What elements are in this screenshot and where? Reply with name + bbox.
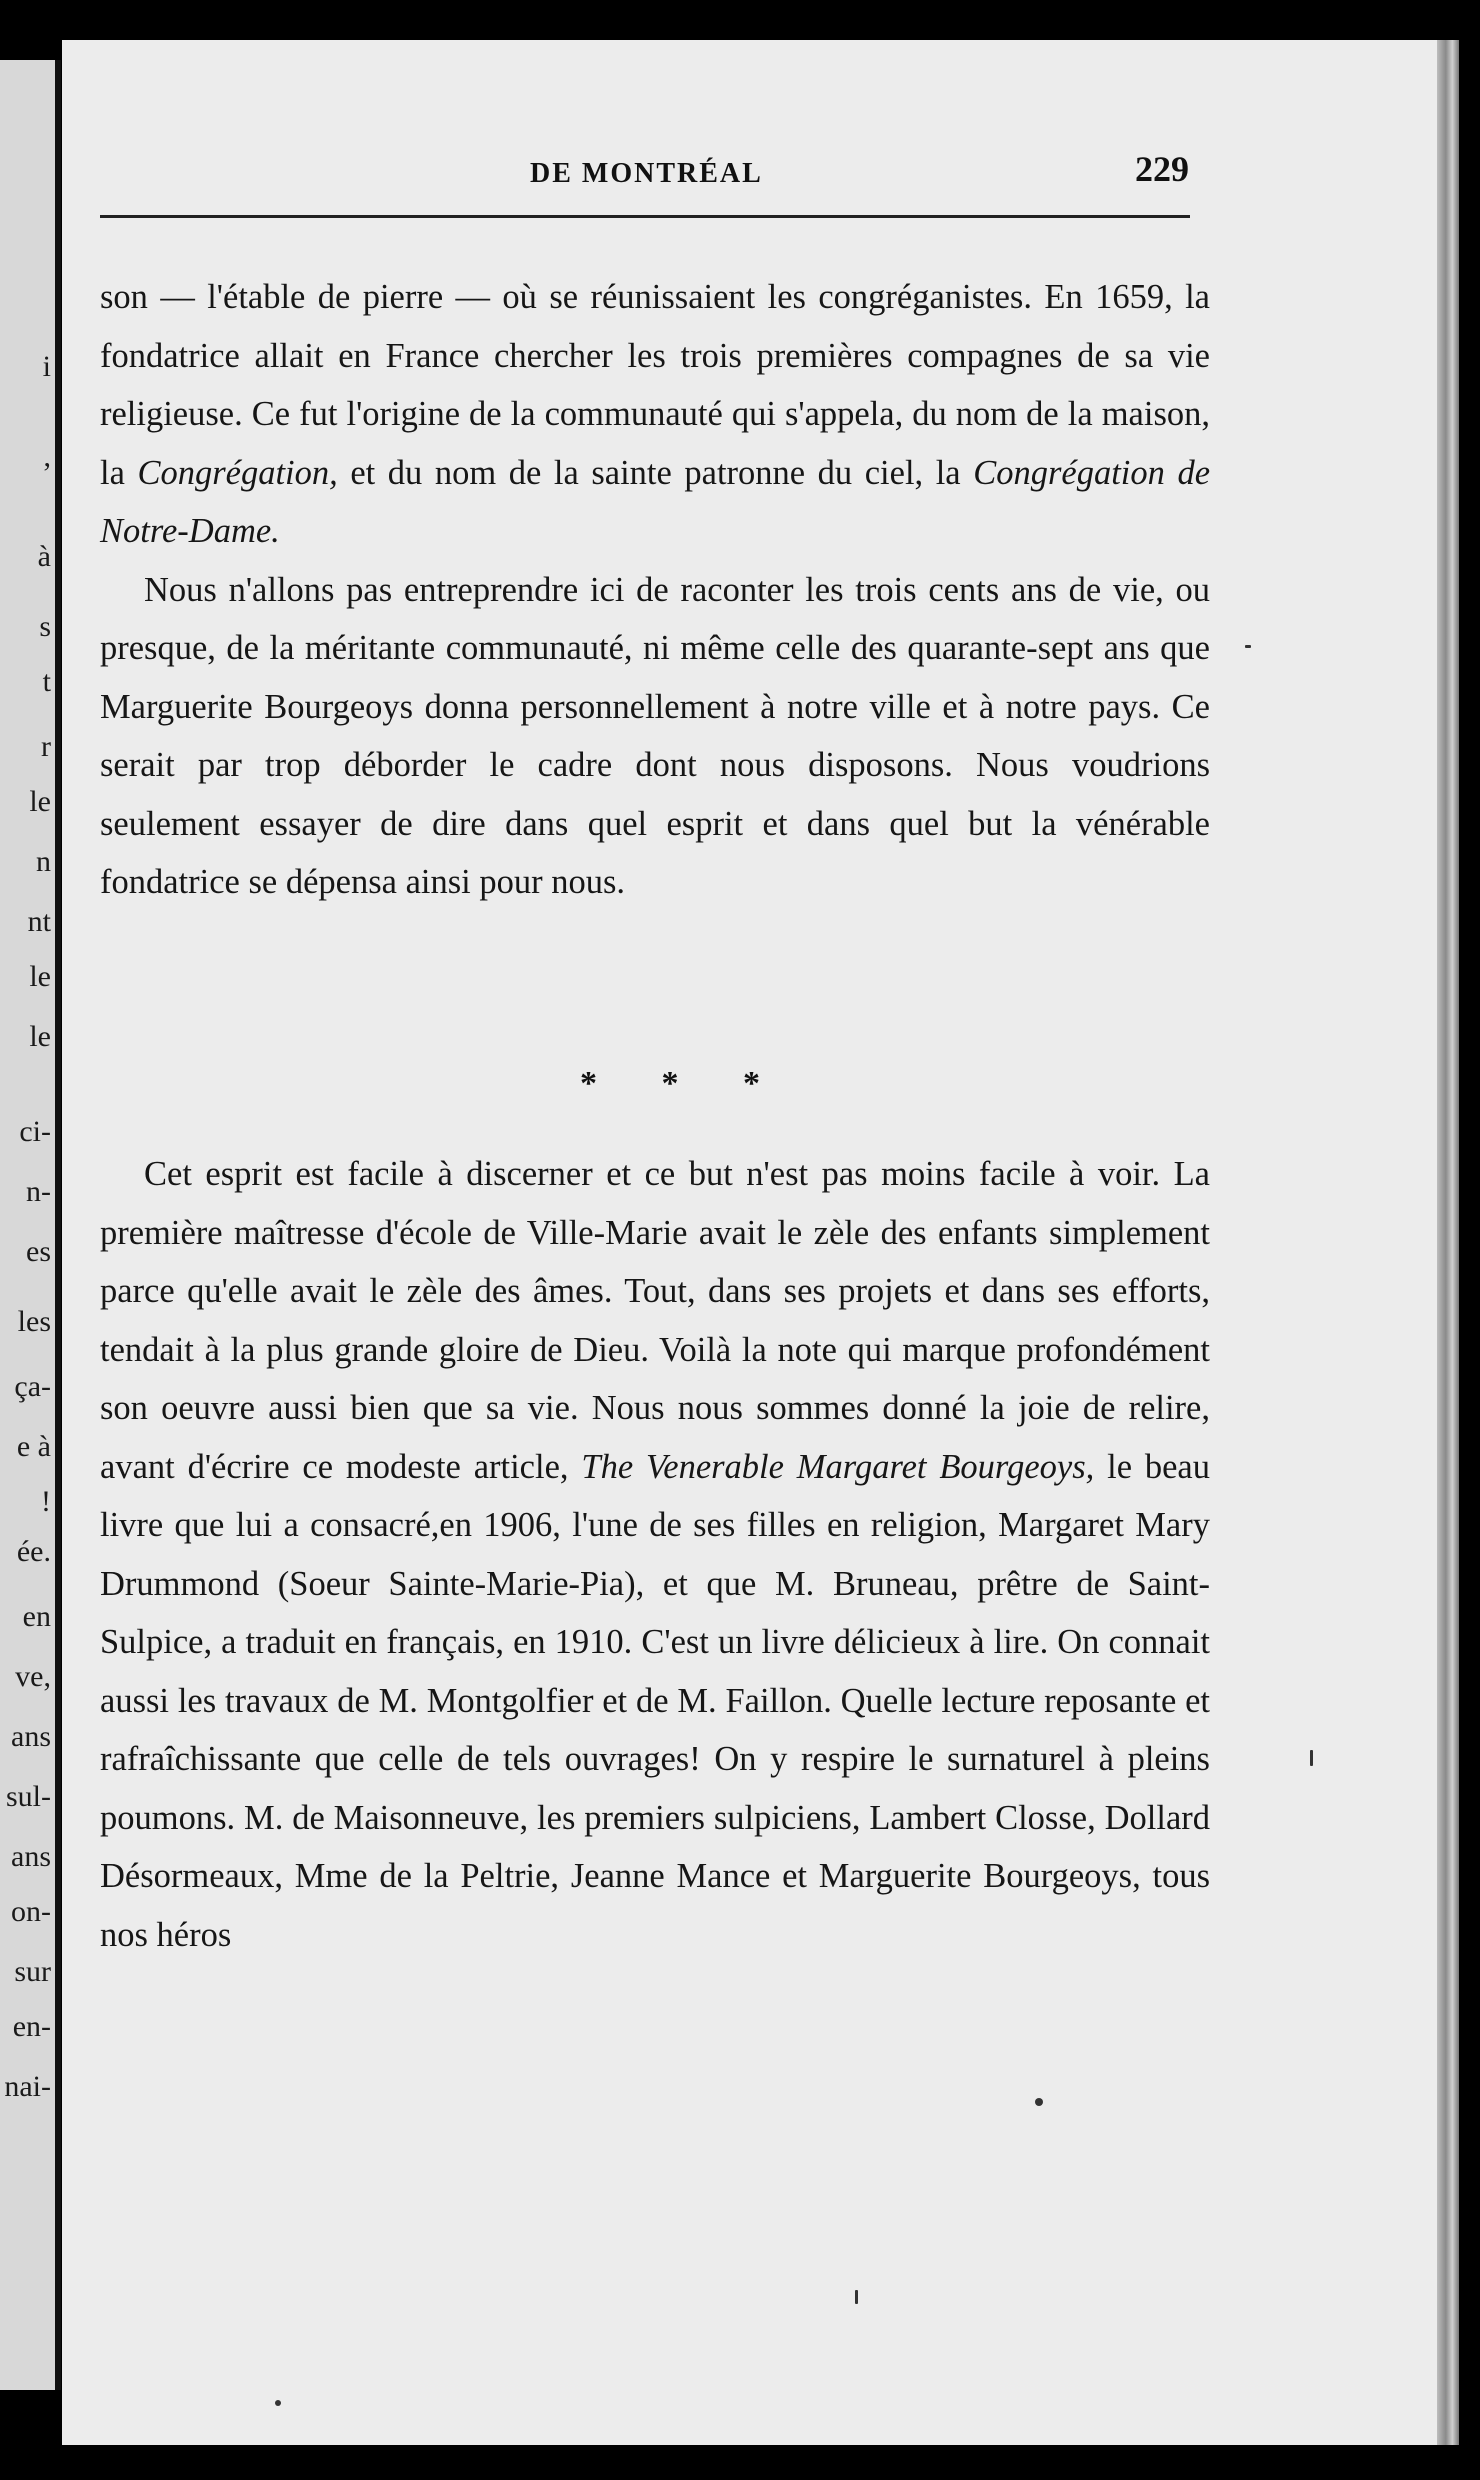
section-separator: * * * <box>580 1065 788 1102</box>
prev-page-text-fragment: s <box>39 610 51 643</box>
prev-page-text-fragment: , <box>43 440 51 473</box>
prev-page-text-fragment: n- <box>26 1175 51 1208</box>
prev-page-text-fragment: ée. <box>16 1535 51 1568</box>
prev-page-text-fragment: ça- <box>14 1370 51 1403</box>
prev-page-text-fragment: les <box>17 1305 51 1338</box>
paragraph-3: Cet esprit est facile à discerner et ce but n'est pas moins facile à voir. La première maîtresse d'école de Ville-Marie avait le zèle des enfants simplement parce qu'elle avait le zèle des âmes. Tout, dans ses projets et dans ses efforts, tendait à la plus grande gloire de Dieu. Voilà la note qui marque profondément son oeuvre aussi bien que sa vie. Nous nous sommes donné la joie de relire, avant d'écrire ce modeste article, The Venerable Margaret Bourgeoys, le beau livre que lui a consacré,en 1906, l'une de ses filles en religion, Margaret Mary Drummond (Soeur Sainte-Marie-Pia), et que M. Bruneau, prêtre de Saint-Sulpice, a traduit en français, en 1910. C'est un livre délicieux à lire. On connait aussi les travaux de M. Montgolfier et de M. Faillon. Quelle lecture reposante et rafraîchissante que celle de tels ouvrages! On y respire le surnaturel à pleins poumons. M. de Maisonneuve, les premiers sulpiciens, Lambert Closse, Dollard Désormeaux, Mme de la Peltrie, Jeanne Mance et Marguerite Bourgeoys, tous nos héros <box>100 1155 1210 1954</box>
prev-page-text-fragment: ci- <box>19 1115 51 1148</box>
prev-page-text-fragment: ans <box>11 1840 51 1873</box>
prev-page-text-fragment: e à <box>16 1430 51 1463</box>
prev-page-text-fragment: le <box>29 1020 51 1053</box>
header-rule <box>100 215 1190 218</box>
ink-speck <box>855 2290 858 2304</box>
prev-page-text-fragment: sul- <box>6 1780 51 1813</box>
prev-page-text-fragment: le <box>29 785 51 818</box>
paragraph-2: Nous n'allons pas entreprendre ici de raconter les trois cents ans de vie, ou presque, de la méritante communauté, ni même celle des quarante-sept ans que Marguerite Bourgeoys donna personnellement à notre ville et à notre pays. Ce serait par trop déborder le cadre dont nous disposons. Nous voudrions seulement essayer de dire dans quel esprit et dans quel but la vénérable fondatrice se dépensa ainsi pour nous. <box>100 570 1210 901</box>
prev-page-text-fragment: en- <box>12 2010 51 2043</box>
body-text-bottom <box>100 1145 1210 1964</box>
prev-page-text-fragment: à <box>37 540 51 573</box>
body-text-top <box>100 268 1210 912</box>
running-head: DE MONTRÉAL <box>530 158 763 189</box>
prev-page-text-fragment: le <box>29 960 51 993</box>
page-stack-edge <box>1437 40 1459 2445</box>
paragraph-1: son — l'étable de pierre — où se réunissaient les congréganistes. En 1659, la fondatrice allait en France chercher les trois premières compagnes de sa vie religieuse. Ce fut l'origine de la communauté qui s'appela, du nom de la maison, la Congrégation, et du nom de la sainte patronne du ciel, la Congrégation de Notre-Dame. <box>100 278 1211 550</box>
prev-page-text-fragment: ! <box>41 1485 51 1518</box>
previous-page-edge <box>0 60 61 2390</box>
prev-page-text-fragment: on- <box>11 1895 51 1928</box>
prev-page-text-fragment: en <box>22 1600 51 1633</box>
prev-page-text-fragment: sur <box>14 1955 51 1988</box>
prev-page-text-fragment: es <box>26 1235 51 1268</box>
prev-page-text-fragment: i <box>42 350 51 383</box>
prev-page-text-fragment: nai- <box>4 2070 51 2103</box>
prev-page-text-fragment: n <box>36 845 51 878</box>
ink-speck <box>1245 645 1251 648</box>
ink-speck <box>275 2400 281 2406</box>
prev-page-text-fragment: ve, <box>15 1660 51 1693</box>
ink-speck <box>1035 2098 1043 2106</box>
prev-page-text-fragment: r <box>41 730 51 763</box>
page-number: 229 <box>1135 149 1189 189</box>
prev-page-text-fragment: t <box>42 665 51 698</box>
prev-page-text-fragment: nt <box>27 905 51 938</box>
prev-page-text-fragment: ans <box>11 1720 51 1753</box>
ink-speck <box>1310 1750 1313 1766</box>
